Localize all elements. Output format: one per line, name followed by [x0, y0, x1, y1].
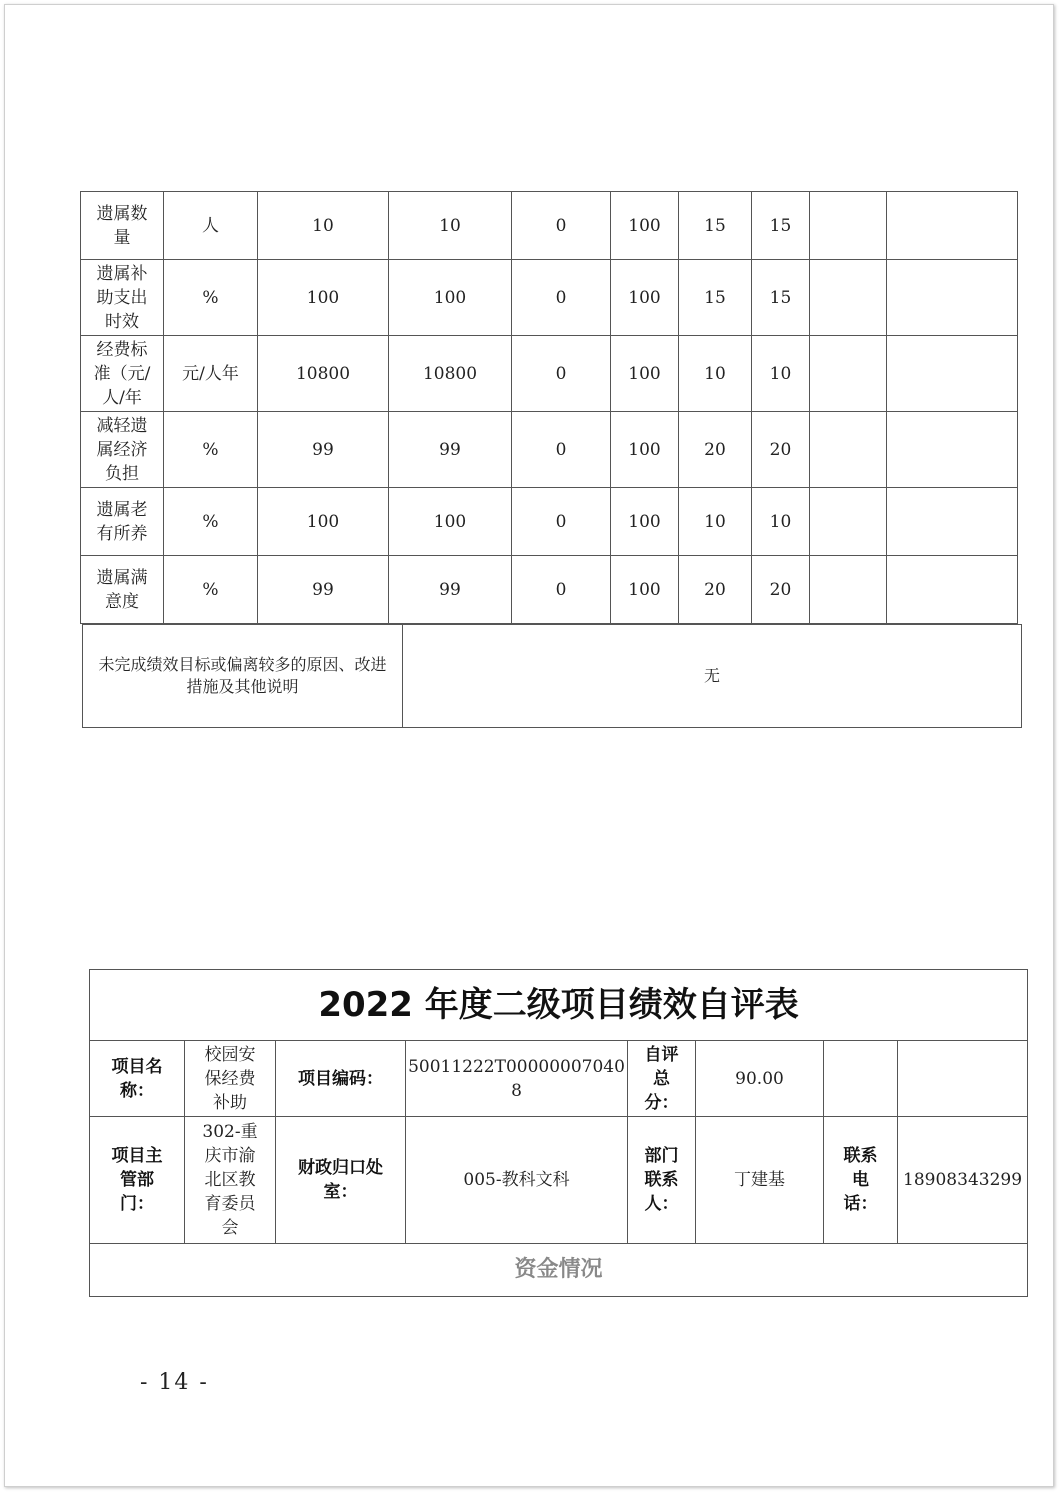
unit: 元/人年 — [164, 336, 258, 412]
weight: 20 — [679, 556, 752, 624]
table-row — [81, 260, 1018, 336]
indicator-name: 遗属老有所养 — [81, 488, 164, 556]
score: 10 — [752, 488, 810, 556]
note-label: 未完成绩效目标或偏离较多的原因、改进措施及其他说明 — [83, 625, 403, 728]
indicator-name: 遗属补助支出时效 — [81, 260, 164, 336]
weight: 20 — [679, 412, 752, 488]
unit: % — [164, 412, 258, 488]
target-value: 100 — [258, 488, 389, 556]
deviation: 0 — [512, 488, 611, 556]
unit: % — [164, 556, 258, 624]
project-code-value: 50011222T000000070408 — [406, 1041, 628, 1117]
funds-section-header: 资金情况 — [90, 1244, 1028, 1297]
table-row — [81, 412, 1018, 488]
project-name-label: 项目名称： — [90, 1041, 185, 1117]
project-code-label: 项目编码： — [276, 1041, 406, 1117]
deviation: 0 — [512, 260, 611, 336]
empty-cell — [887, 336, 1018, 412]
table-row — [81, 488, 1018, 556]
finance-office-value: 005-教科文科 — [406, 1117, 628, 1244]
unit: % — [164, 260, 258, 336]
evaluation-table — [89, 969, 1028, 1297]
target-value: 10800 — [258, 336, 389, 412]
dept-label: 项目主管部门： — [90, 1117, 185, 1244]
actual-value: 99 — [389, 412, 512, 488]
score: 20 — [752, 412, 810, 488]
finance-office-label: 财政归口处室： — [276, 1117, 406, 1244]
table-row — [81, 556, 1018, 624]
completion-rate: 100 — [611, 192, 679, 260]
empty-cell — [810, 260, 887, 336]
table-row — [81, 192, 1018, 260]
page-number: - 14 - — [140, 1370, 209, 1395]
indicator-name: 遗属满意度 — [81, 556, 164, 624]
dept-value: 302-重庆市渝北区教育委员会 — [185, 1117, 276, 1244]
note-table — [82, 624, 1022, 728]
empty-cell — [810, 488, 887, 556]
completion-rate: 100 — [611, 260, 679, 336]
deviation: 0 — [512, 412, 611, 488]
unit: % — [164, 488, 258, 556]
actual-value: 100 — [389, 260, 512, 336]
actual-value: 10800 — [389, 336, 512, 412]
phone-label: 联系电话： — [824, 1117, 898, 1244]
deviation: 0 — [512, 192, 611, 260]
target-value: 99 — [258, 556, 389, 624]
empty-cell — [887, 412, 1018, 488]
weight: 10 — [679, 488, 752, 556]
target-value: 100 — [258, 260, 389, 336]
score: 15 — [752, 192, 810, 260]
weight: 15 — [679, 192, 752, 260]
note-value: 无 — [403, 625, 1022, 728]
empty-cell — [810, 412, 887, 488]
empty-cell — [887, 260, 1018, 336]
contact-label: 部门联系人： — [628, 1117, 696, 1244]
target-value: 10 — [258, 192, 389, 260]
empty-cell — [887, 556, 1018, 624]
indicator-table — [80, 191, 1018, 624]
completion-rate: 100 — [611, 556, 679, 624]
deviation: 0 — [512, 556, 611, 624]
table-row — [81, 336, 1018, 412]
empty-cell — [824, 1041, 898, 1117]
empty-cell — [887, 192, 1018, 260]
total-score-label: 自评总分： — [628, 1041, 696, 1117]
score: 15 — [752, 260, 810, 336]
empty-cell — [810, 336, 887, 412]
indicator-name: 经费标准（元/人/年 — [81, 336, 164, 412]
indicator-name: 遗属数量 — [81, 192, 164, 260]
phone-value: 18908343299 — [898, 1117, 1028, 1244]
indicator-name: 减轻遗属经济负担 — [81, 412, 164, 488]
score: 10 — [752, 336, 810, 412]
actual-value: 100 — [389, 488, 512, 556]
total-score-value: 90.00 — [696, 1041, 824, 1117]
target-value: 99 — [258, 412, 389, 488]
empty-cell — [810, 556, 887, 624]
completion-rate: 100 — [611, 412, 679, 488]
unit: 人 — [164, 192, 258, 260]
score: 20 — [752, 556, 810, 624]
weight: 15 — [679, 260, 752, 336]
indicator-table-body — [81, 192, 1018, 624]
contact-value: 丁建基 — [696, 1117, 824, 1244]
project-name-value: 校园安保经费补助 — [185, 1041, 276, 1117]
empty-cell — [810, 192, 887, 260]
actual-value: 10 — [389, 192, 512, 260]
deviation: 0 — [512, 336, 611, 412]
actual-value: 99 — [389, 556, 512, 624]
empty-cell — [887, 488, 1018, 556]
empty-cell — [898, 1041, 1028, 1117]
completion-rate: 100 — [611, 488, 679, 556]
completion-rate: 100 — [611, 336, 679, 412]
evaluation-title: 2022 年度二级项目绩效自评表 — [90, 970, 1028, 1041]
weight: 10 — [679, 336, 752, 412]
